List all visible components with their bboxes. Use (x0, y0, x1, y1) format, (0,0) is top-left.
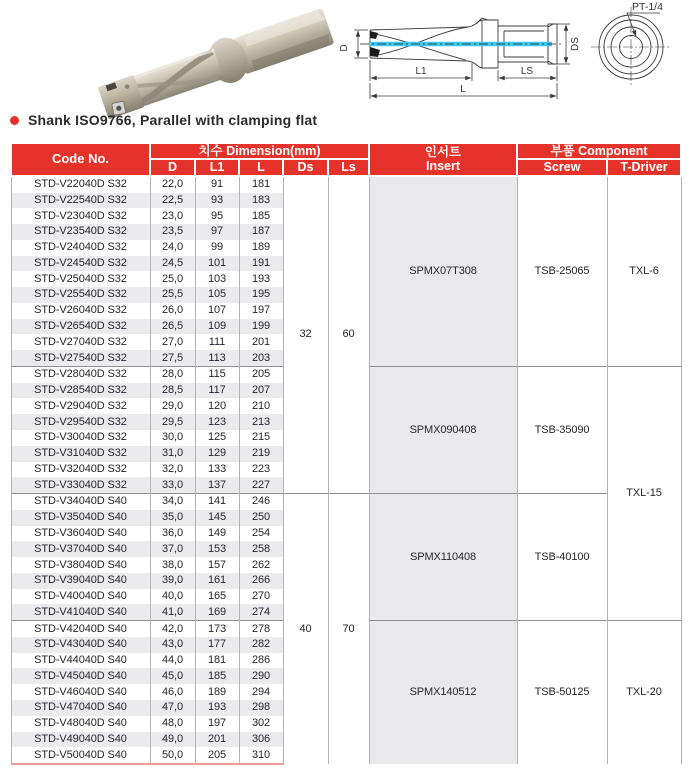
cell-d: 46,0 (150, 684, 195, 700)
header-col-ds: Ds (283, 159, 328, 175)
cell-tdriver: TXL-6 (607, 176, 681, 367)
cell-l: 189 (239, 240, 283, 256)
cell-l1: 113 (195, 350, 239, 366)
cell-code: STD-V23540D S32 (11, 224, 150, 240)
cell-l1: 125 (195, 430, 239, 446)
cell-l1: 141 (195, 494, 239, 510)
cell-code: STD-V37040D S40 (11, 541, 150, 557)
cell-code: STD-V44040D S40 (11, 653, 150, 669)
cell-l: 199 (239, 319, 283, 335)
cell-d: 43,0 (150, 637, 195, 653)
cell-l: 266 (239, 573, 283, 589)
cell-d: 27,0 (150, 334, 195, 350)
cell-l: 195 (239, 287, 283, 303)
cell-l: 270 (239, 589, 283, 605)
cell-d: 22,5 (150, 193, 195, 209)
cell-d: 30,0 (150, 430, 195, 446)
label-ds: DS (570, 37, 581, 51)
cell-l: 290 (239, 668, 283, 684)
cell-d: 23,0 (150, 208, 195, 224)
cell-d: 27,5 (150, 350, 195, 366)
cell-code: STD-V29040D S32 (11, 398, 150, 414)
cell-l1: 181 (195, 653, 239, 669)
cell-l1: 145 (195, 510, 239, 526)
cell-code: STD-V47040D S40 (11, 700, 150, 716)
cell-code: STD-V24540D S32 (11, 256, 150, 272)
cell-code: STD-V22540D S32 (11, 193, 150, 209)
cell-code: STD-V50040D S40 (11, 747, 150, 764)
cell-l: 191 (239, 256, 283, 272)
header-component-group: 부품 Component (517, 143, 681, 159)
cell-code: STD-V26540D S32 (11, 319, 150, 335)
cell-d: 23,5 (150, 224, 195, 240)
label-l1: L1 (415, 66, 427, 77)
cell-d: 38,0 (150, 557, 195, 573)
cell-code: STD-V25040D S32 (11, 271, 150, 287)
cell-code: STD-V30040D S32 (11, 430, 150, 446)
cell-code: STD-V41040D S40 (11, 604, 150, 620)
cell-l: 274 (239, 604, 283, 620)
cell-l1: 99 (195, 240, 239, 256)
cell-code: STD-V35040D S40 (11, 510, 150, 526)
cell-ls: 70 (328, 494, 369, 765)
cell-ls: 60 (328, 176, 369, 494)
cell-l1: 193 (195, 700, 239, 716)
cell-code: STD-V39040D S40 (11, 573, 150, 589)
cell-d: 44,0 (150, 653, 195, 669)
cell-l1: 120 (195, 398, 239, 414)
cell-d: 37,0 (150, 541, 195, 557)
cell-l1: 153 (195, 541, 239, 557)
table-row (11, 494, 681, 510)
cell-l1: 111 (195, 334, 239, 350)
cell-l1: 201 (195, 732, 239, 748)
drill-photo (45, 0, 340, 122)
cell-l: 250 (239, 510, 283, 526)
cell-d: 33,0 (150, 477, 195, 493)
cell-d: 36,0 (150, 526, 195, 542)
section-title-text: Shank ISO9766, Parallel with clamping flat (28, 112, 318, 128)
cell-insert: SPMX090408 (369, 366, 517, 493)
cell-l: 203 (239, 350, 283, 366)
cell-l: 185 (239, 208, 283, 224)
cell-d: 31,0 (150, 446, 195, 462)
cell-l: 210 (239, 398, 283, 414)
cell-d: 47,0 (150, 700, 195, 716)
cell-code: STD-V42040D S40 (11, 621, 150, 637)
cell-code: STD-V36040D S40 (11, 526, 150, 542)
red-bullet-icon (10, 116, 19, 125)
cell-code: STD-V23040D S32 (11, 208, 150, 224)
cell-l1: 115 (195, 366, 239, 382)
cell-l1: 93 (195, 193, 239, 209)
cell-d: 24,0 (150, 240, 195, 256)
cell-code: STD-V28540D S32 (11, 383, 150, 399)
cell-l1: 157 (195, 557, 239, 573)
cell-l: 193 (239, 271, 283, 287)
end-view (591, 7, 671, 87)
cell-d: 26,5 (150, 319, 195, 335)
cell-code: STD-V45040D S40 (11, 668, 150, 684)
cell-code: STD-V25540D S32 (11, 287, 150, 303)
cell-l: 215 (239, 430, 283, 446)
cell-l: 278 (239, 621, 283, 637)
cell-insert: SPMX140512 (369, 621, 517, 764)
cell-screw: TSB-35090 (517, 366, 607, 493)
cell-d: 34,0 (150, 494, 195, 510)
cell-code: STD-V33040D S32 (11, 477, 150, 493)
cell-code: STD-V46040D S40 (11, 684, 150, 700)
cell-code: STD-V49040D S40 (11, 732, 150, 748)
cell-l: 306 (239, 732, 283, 748)
cell-l: 258 (239, 541, 283, 557)
cell-code: STD-V22040D S32 (11, 176, 150, 193)
cell-l: 310 (239, 747, 283, 764)
cell-l1: 95 (195, 208, 239, 224)
cell-d: 48,0 (150, 716, 195, 732)
cell-code: STD-V32040D S32 (11, 462, 150, 478)
cell-d: 35,0 (150, 510, 195, 526)
cell-d: 22,0 (150, 176, 195, 193)
section-title (10, 112, 317, 128)
cell-l1: 129 (195, 446, 239, 462)
cell-l: 205 (239, 366, 283, 382)
cell-code: STD-V34040D S40 (11, 494, 150, 510)
header-col-l: L (239, 159, 283, 175)
header-insert-ko: 인서트 (424, 145, 462, 159)
cell-l1: 137 (195, 477, 239, 493)
technical-drawing (330, 0, 690, 118)
cell-d: 41,0 (150, 604, 195, 620)
cell-l1: 149 (195, 526, 239, 542)
cell-l1: 177 (195, 637, 239, 653)
header-col-ls: Ls (328, 159, 369, 175)
cell-l1: 101 (195, 256, 239, 272)
cell-insert: SPMX110408 (369, 494, 517, 621)
label-ls: LS (520, 66, 534, 77)
cell-d: 29,0 (150, 398, 195, 414)
cell-l1: 97 (195, 224, 239, 240)
cell-l: 302 (239, 716, 283, 732)
cell-screw: TSB-50125 (517, 621, 607, 764)
cell-l1: 103 (195, 271, 239, 287)
cell-l1: 205 (195, 747, 239, 764)
spec-table-header (11, 143, 681, 176)
cell-l: 197 (239, 303, 283, 319)
header-dimension-group: 치수 Dimension(mm) (150, 143, 369, 159)
cell-l1: 185 (195, 668, 239, 684)
cell-code: STD-V38040D S40 (11, 557, 150, 573)
cell-l1: 189 (195, 684, 239, 700)
spec-table (10, 142, 682, 765)
cell-tdriver: TXL-20 (607, 621, 681, 764)
cell-l: 262 (239, 557, 283, 573)
cell-l: 298 (239, 700, 283, 716)
cell-d: 49,0 (150, 732, 195, 748)
cell-ds: 32 (283, 176, 328, 494)
cell-l1: 117 (195, 383, 239, 399)
cell-l1: 109 (195, 319, 239, 335)
cell-code: STD-V28040D S32 (11, 366, 150, 382)
cell-l: 213 (239, 414, 283, 430)
cell-d: 42,0 (150, 621, 195, 637)
cell-d: 29,5 (150, 414, 195, 430)
cell-l: 181 (239, 176, 283, 193)
cell-l1: 105 (195, 287, 239, 303)
cell-l: 294 (239, 684, 283, 700)
label-l: L (460, 84, 466, 95)
cell-l: 187 (239, 224, 283, 240)
side-view (360, 18, 564, 68)
cell-l: 254 (239, 526, 283, 542)
cell-code: STD-V48040D S40 (11, 716, 150, 732)
cell-l1: 123 (195, 414, 239, 430)
cell-d: 25,0 (150, 271, 195, 287)
cell-l1: 133 (195, 462, 239, 478)
label-d: D (339, 44, 350, 52)
cell-l1: 165 (195, 589, 239, 605)
cell-insert: SPMX07T308 (369, 176, 517, 367)
cell-code: STD-V26040D S32 (11, 303, 150, 319)
cell-l: 227 (239, 477, 283, 493)
cell-l: 223 (239, 462, 283, 478)
cell-d: 25,5 (150, 287, 195, 303)
cell-d: 45,0 (150, 668, 195, 684)
cell-screw: TSB-40100 (517, 494, 607, 621)
spec-table-body (11, 176, 681, 764)
header-code-no: Code No. (11, 143, 150, 176)
cell-screw: TSB-25065 (517, 176, 607, 367)
cell-d: 28,5 (150, 383, 195, 399)
cell-d: 40,0 (150, 589, 195, 605)
cell-code: STD-V43040D S40 (11, 637, 150, 653)
label-pt: PT-1/4 (632, 1, 663, 13)
cell-l: 201 (239, 334, 283, 350)
cell-l1: 197 (195, 716, 239, 732)
cell-code: STD-V27540D S32 (11, 350, 150, 366)
cell-l: 219 (239, 446, 283, 462)
cell-d: 32,0 (150, 462, 195, 478)
table-row (11, 176, 681, 193)
cell-l1: 169 (195, 604, 239, 620)
header-insert-en: Insert (425, 159, 461, 174)
cell-l: 286 (239, 653, 283, 669)
cell-code: STD-V40040D S40 (11, 589, 150, 605)
cell-code: STD-V24040D S32 (11, 240, 150, 256)
header-col-d: D (150, 159, 195, 175)
cell-l1: 91 (195, 176, 239, 193)
cell-l: 183 (239, 193, 283, 209)
cell-tdriver: TXL-15 (607, 366, 681, 620)
cell-d: 28,0 (150, 366, 195, 382)
cell-l: 282 (239, 637, 283, 653)
header-insert (369, 143, 517, 176)
drill-body-photo (96, 4, 336, 122)
cell-code: STD-V31040D S32 (11, 446, 150, 462)
cell-d: 39,0 (150, 573, 195, 589)
cell-d: 26,0 (150, 303, 195, 319)
header-col-screw: Screw (517, 159, 607, 175)
cell-l1: 173 (195, 621, 239, 637)
cell-d: 24,5 (150, 256, 195, 272)
cell-l: 246 (239, 494, 283, 510)
header-col-l1: L1 (195, 159, 239, 175)
cell-ds: 40 (283, 494, 328, 765)
cell-code: STD-V29540D S32 (11, 414, 150, 430)
cell-code: STD-V27040D S32 (11, 334, 150, 350)
cell-l1: 161 (195, 573, 239, 589)
cell-l1: 107 (195, 303, 239, 319)
cell-l: 207 (239, 383, 283, 399)
cell-d: 50,0 (150, 747, 195, 764)
header-col-tdriver: T-Driver (607, 159, 681, 175)
